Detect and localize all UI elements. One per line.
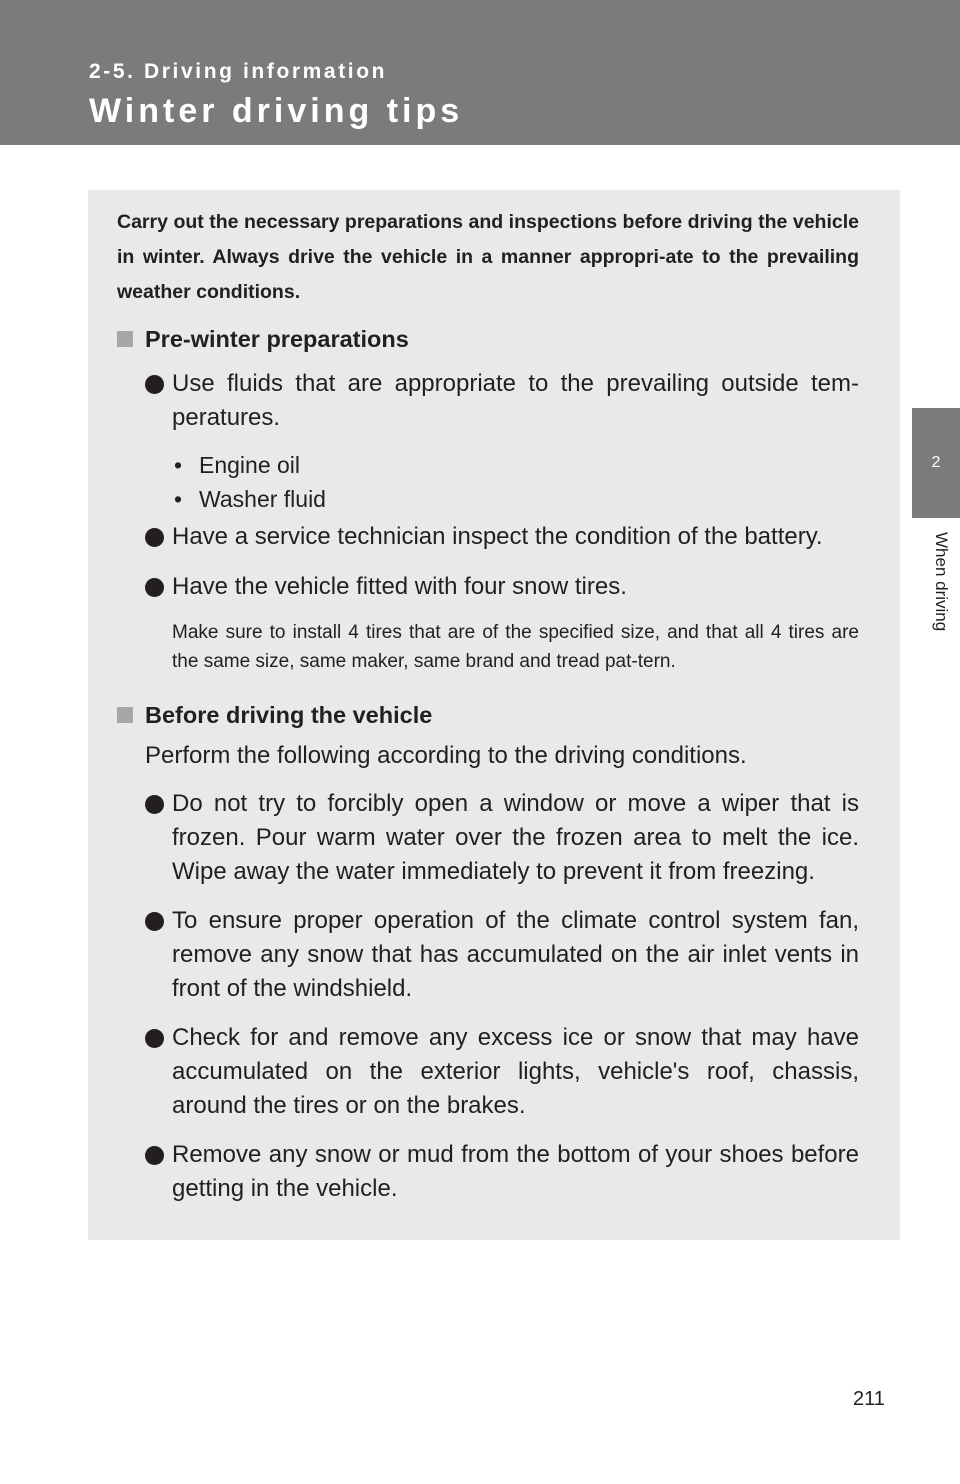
intro-text: Carry out the necessary preparations and inspections before driving the vehicle in winter. Always drive the vehicle in a manner appropri-ate to the prevailing weather conditions. (117, 211, 859, 303)
content-box (88, 190, 900, 1240)
list-item (117, 1138, 859, 1206)
list-item-text: To ensure proper operation of the climate control system fan, remove any snow that has accumulated on the air inlet vents in front of the windshield. (172, 907, 859, 1002)
fluid-item: • Engine oil (174, 448, 859, 482)
fluid-list (117, 448, 859, 516)
list-item-text: Have the vehicle fitted with four snow tires. (172, 573, 627, 600)
subheading-text: Before driving the vehicle (145, 702, 433, 728)
square-bullet-icon (117, 707, 133, 723)
list-item (117, 570, 859, 604)
list-item-text: Check for and remove any excess ice or snow that may have accumulated on the exterior lights, vehicle's roof, chassis, around the tires or on the brakes. (172, 1024, 859, 1119)
circle-bullet-icon (145, 1029, 164, 1048)
circle-bullet-icon (145, 795, 164, 814)
circle-bullet-icon (145, 912, 164, 931)
list-item-text: Do not try to forcibly open a window or move a wiper that is frozen. Pour warm water over the frozen area to melt the ice. Wipe away the water immediately to prevent it from freezing. (172, 790, 859, 885)
square-bullet-icon (117, 331, 133, 347)
list-item-text: Have a service technician inspect the condition of the battery. (172, 523, 823, 550)
chapter-number: 2 (931, 454, 941, 471)
subheading-text: Pre-winter preparations (145, 326, 409, 352)
fluid-item: • Washer fluid (174, 482, 859, 516)
lead-text: Perform the following according to the driving conditions. (145, 742, 747, 769)
tire-note: Make sure to install 4 tires that are of the specified size, and that all 4 tires are the same size, same maker, same brand and tread pat-tern. (172, 622, 859, 672)
circle-bullet-icon (145, 375, 164, 394)
list-item-text: Use fluids that are appropriate to the prevailing outside tem-peratures. (172, 370, 859, 431)
list-item-text: Remove any snow or mud from the bottom of your shoes before getting in the vehicle. (172, 1141, 859, 1202)
section-label: 2-5. Driving information (89, 60, 388, 83)
circle-bullet-icon (145, 528, 164, 547)
list-item (117, 787, 859, 889)
chapter-title: When driving (932, 532, 951, 632)
list-item (117, 520, 859, 554)
circle-bullet-icon (145, 578, 164, 597)
page-header (0, 0, 960, 145)
subheading-before-driving (117, 700, 859, 730)
list-item (117, 367, 859, 435)
page-number: 211 (853, 1388, 885, 1410)
list-item (117, 1021, 859, 1123)
list-item (117, 904, 859, 1006)
subheading-pre-winter (117, 324, 859, 354)
page-title: Winter driving tips (89, 92, 464, 130)
chapter-tab (912, 408, 960, 518)
circle-bullet-icon (145, 1146, 164, 1165)
